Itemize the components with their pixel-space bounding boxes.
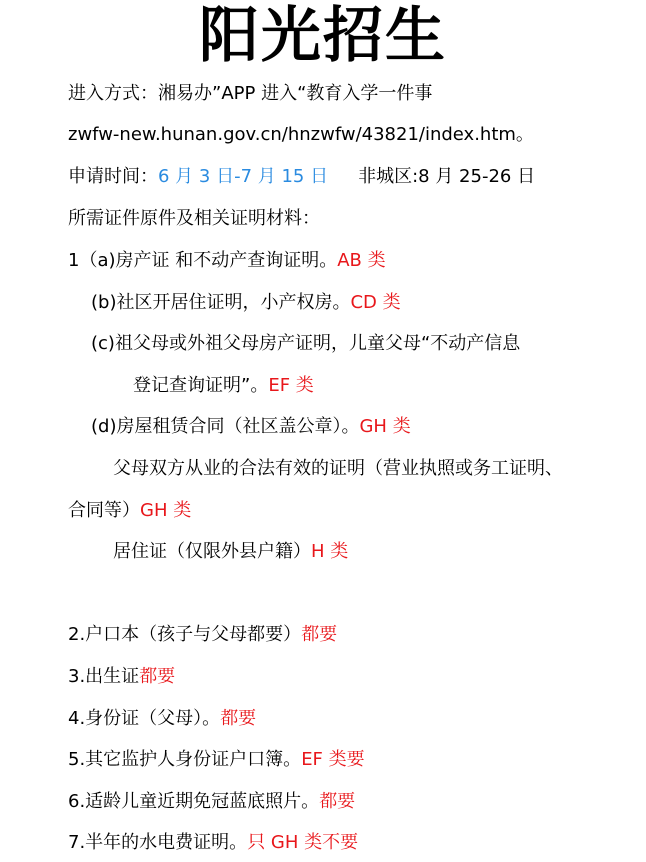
apply-time-dates: 6 月 3 日-7 月 15 日	[158, 166, 329, 187]
item-1-work-line1	[113, 457, 563, 481]
non-urban-dates: 非城区:8 月 25-26 日	[358, 166, 536, 187]
item-1-work-text2: 合同等）	[68, 500, 140, 521]
list-item-text: 3.出生证	[68, 666, 140, 687]
item-1c-text2: 登记查询证明”。	[133, 375, 269, 396]
apply-time-label: 申请时间：	[68, 166, 158, 187]
item-1-work-text1: 父母双方从业的合法有效的证明（营业执照或务工证明、	[113, 458, 563, 479]
list-item	[68, 790, 355, 814]
item-1b	[91, 291, 401, 315]
list-item-note: 都要	[301, 624, 338, 645]
item-1a	[68, 249, 386, 273]
list-item-text: 2.户口本（孩子与父母都要）	[68, 624, 302, 645]
item-1d-category: GH 类	[359, 416, 411, 437]
entry-method	[68, 82, 432, 106]
list-item-text: 6.适龄儿童近期免冠蓝底照片。	[68, 791, 320, 812]
item-1d-text: (d)房屋租赁合同（社区盖公章）。	[91, 416, 360, 437]
list-item-note: 都要	[220, 708, 257, 729]
item-1c-line2	[133, 374, 314, 398]
list-item	[68, 748, 365, 772]
list-item	[68, 707, 256, 731]
list-item-text: 4.身份证（父母）。	[68, 708, 221, 729]
list-item	[68, 831, 358, 855]
item-1c-line1	[91, 332, 520, 356]
item-1b-text: (b)社区开居住证明，小产权房。	[91, 292, 351, 313]
item-1a-text: 1（a)房产证 和不动产查询证明。	[68, 250, 338, 271]
item-1d	[91, 415, 411, 439]
page-title: 阳光招生	[199, 1, 447, 71]
list-item-text: 7.半年的水电费证明。	[68, 832, 248, 853]
entry-method-text: 进入方式：湘易办”APP 进入“教育入学一件事	[68, 83, 433, 104]
item-1-work-line2	[68, 499, 191, 523]
list-item-note: 都要	[139, 666, 176, 687]
entry-url-text: zwfw-new.hunan.gov.cn/hnzwfw/43821/index.htm。	[68, 124, 534, 145]
item-1-residence	[113, 540, 348, 564]
item-1c-text1: (c)祖父母或外祖父母房产证明，儿童父母“不动产信息	[91, 333, 521, 354]
item-1-work-category: GH 类	[140, 500, 192, 521]
item-1a-category: AB 类	[337, 250, 386, 271]
list-item-note: 都要	[319, 791, 356, 812]
item-1c-category: EF 类	[268, 375, 314, 396]
item-1b-category: CD 类	[350, 292, 401, 313]
entry-url	[68, 123, 534, 147]
item-1-residence-text: 居住证（仅限外县户籍）	[113, 541, 311, 562]
list-item	[68, 665, 175, 689]
apply-time	[68, 165, 535, 189]
list-item	[68, 623, 337, 647]
list-item-note: 只 GH 类不要	[247, 832, 359, 853]
list-item-text: 5.其它监护人身份证户口簿。	[68, 749, 302, 770]
list-item-note: EF 类要	[301, 749, 365, 770]
materials-heading: 所需证件原件及相关证明材料：	[68, 208, 320, 229]
item-1-residence-category: H 类	[311, 541, 349, 562]
